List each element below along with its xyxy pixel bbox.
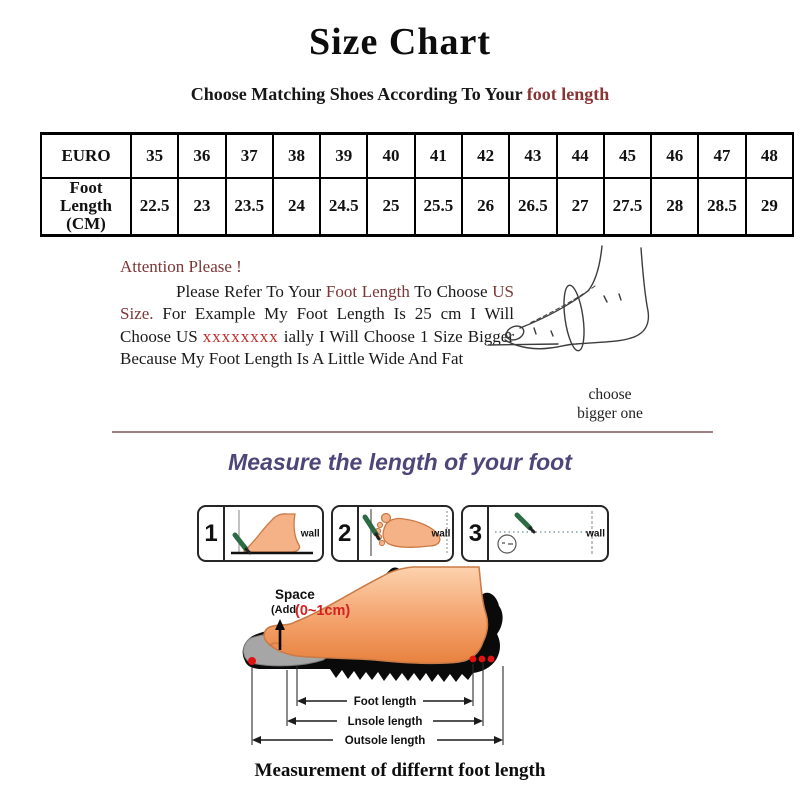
length-cell: 26 <box>462 178 509 236</box>
size-cell: 40 <box>367 134 414 178</box>
subtitle <box>0 84 800 105</box>
length-cell: 24.5 <box>320 178 367 236</box>
measure-step-2 <box>331 505 455 562</box>
attention-foot-length: Foot Length <box>325 281 410 301</box>
length-cell: 27.5 <box>604 178 651 236</box>
length-cell: 25.5 <box>415 178 462 236</box>
size-cell: 43 <box>509 134 556 178</box>
foot-girth-sketch-illustration <box>488 236 693 370</box>
length-cell: 29 <box>746 178 793 236</box>
attention-text: For Example My Foot Length Is 25 cm I Will Choose US <box>120 304 514 346</box>
attention-paragraph <box>120 281 514 371</box>
step-2-art <box>359 507 453 560</box>
step-number: 3 <box>463 507 489 560</box>
measure-step-3 <box>461 505 609 562</box>
choose-bigger-line2: bigger one <box>577 405 643 422</box>
section-divider <box>112 431 713 433</box>
space-add-value: (0~1cm) <box>295 603 351 619</box>
page-title: Size Chart <box>308 21 492 63</box>
size-cell: 42 <box>462 134 509 178</box>
attention-censored: xxxxxxxx <box>202 326 279 346</box>
space-add-prefix: (Add <box>271 604 297 616</box>
wall-label: wall <box>586 528 605 539</box>
length-cell: 28 <box>651 178 698 236</box>
insole-length-label: Lnsole length <box>347 716 423 728</box>
size-cell: 44 <box>557 134 604 178</box>
step-1-art <box>225 507 322 560</box>
row-header-foot-length: Foot Length (CM) <box>41 178 131 236</box>
size-cell: 41 <box>415 134 462 178</box>
table-row-euro <box>41 134 793 178</box>
length-cell: 27 <box>557 178 604 236</box>
measure-section-heading: Measure the length of your foot <box>228 449 572 475</box>
attention-us-size: US Size. <box>120 281 514 323</box>
length-cell: 24 <box>273 178 320 236</box>
step-3-art <box>489 507 607 560</box>
attention-text: Please Refer To Your <box>176 281 326 301</box>
size-cell: 46 <box>651 134 698 178</box>
row-header-euro: EURO <box>41 134 131 178</box>
attention-text: ially I Will Choose 1 Size Bigger Because My Foot Length Is A Little Wide And Fat <box>120 326 515 368</box>
size-cell: 37 <box>226 134 273 178</box>
size-cell: 47 <box>698 134 745 178</box>
step-number: 2 <box>333 507 359 560</box>
choose-bigger-caption <box>540 385 680 423</box>
size-cell: 35 <box>131 134 178 178</box>
attention-heading: Attention Please ! <box>120 257 242 276</box>
attention-text: To Choose <box>409 281 493 301</box>
toe-marker-dot <box>248 657 256 665</box>
attention-note <box>120 256 514 371</box>
size-chart-table <box>40 132 794 237</box>
subtitle-text: Choose Matching Shoes According To Your <box>190 84 527 104</box>
length-cell: 23.5 <box>226 178 273 236</box>
size-cell: 38 <box>273 134 320 178</box>
heel-marker-dot <box>488 656 495 663</box>
length-cell: 28.5 <box>698 178 745 236</box>
measure-steps <box>197 505 609 562</box>
size-cell: 36 <box>178 134 225 178</box>
length-cell: 26.5 <box>509 178 556 236</box>
heel-marker-dot <box>470 656 477 663</box>
measure-line-icon <box>489 507 601 559</box>
space-label: Space <box>275 587 315 602</box>
length-cell: 23 <box>178 178 225 236</box>
wall-label: wall <box>431 528 451 539</box>
length-cell: 22.5 <box>131 178 178 236</box>
measure-step-1 <box>197 505 324 562</box>
size-cell: 39 <box>320 134 367 178</box>
outsole-length-label: Outsole length <box>344 735 426 747</box>
choose-bigger-line1: choose <box>588 386 632 403</box>
foot-length-label: Foot length <box>353 696 417 708</box>
size-cell: 48 <box>746 134 793 178</box>
size-cell: 45 <box>604 134 651 178</box>
step-number: 1 <box>199 507 225 560</box>
foot-length-diagram <box>235 566 580 758</box>
table-row-foot-length <box>41 178 793 236</box>
heel-marker-dot <box>479 656 486 663</box>
wall-label: wall <box>300 528 320 539</box>
diagram-caption: Measurement of differnt foot length <box>254 760 546 781</box>
length-cell: 25 <box>367 178 414 236</box>
subtitle-highlight: foot length <box>526 84 610 104</box>
